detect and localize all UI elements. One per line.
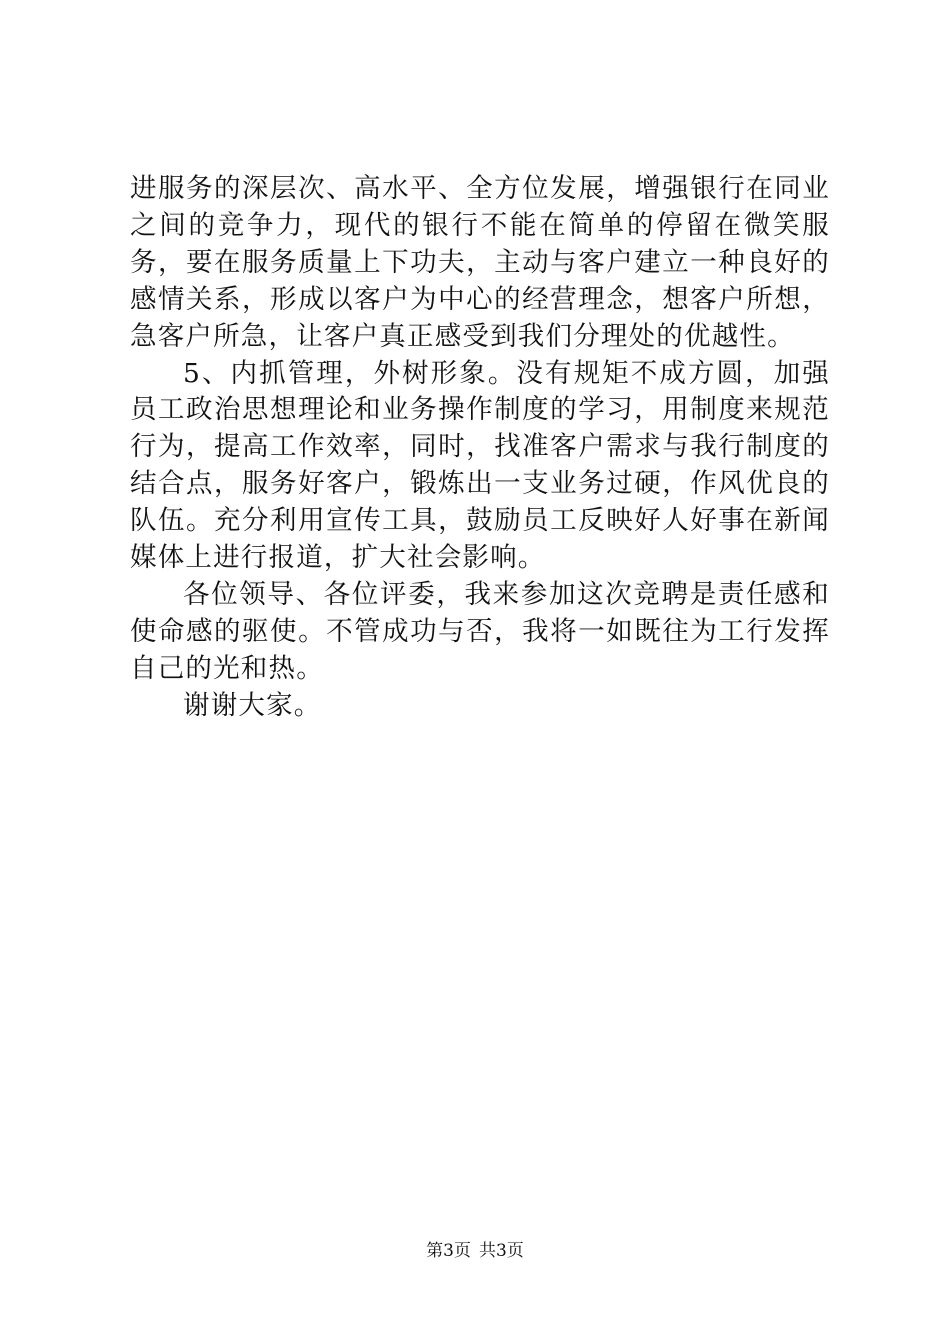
paragraph-closing-statement: 各位领导、各位评委，我来参加这次竞聘是责任感和使命感的驱使。不管成功与否，我将一如既往为工行发挥自己的光和热。: [130, 578, 830, 684]
document-body: [130, 171, 830, 725]
page-number: 第3页: [426, 1241, 471, 1261]
page-total: 共3页: [479, 1241, 524, 1261]
paragraph-thanks: 谢谢大家。: [183, 689, 322, 721]
paragraph-management: 5、内抓管理，外树形象。没有规矩不成方圆，加强员工政治思想理论和业务操作制度的学习，用制度来规范行为，提高工作效率，同时，找准客户需求与我行制度的结合点，服务好客户，锻炼出一支业务过硬，作风优良的队伍。充分利用宣传工具，鼓励员工反映好人好事在新闻媒体上进行报道，扩大社会影响。: [130, 357, 830, 574]
page-footer: [0, 1240, 950, 1262]
paragraph-continuation: 进服务的深层次、高水平、全方位发展，增强银行在同业之间的竞争力，现代的银行不能在简单的停留在微笑服务，要在服务质量上下功夫，主动与客户建立一种良好的感情关系，形成以客户为中心的经营理念，想客户所想，急客户所急，让客户真正感受到我们分理处的优越性。: [130, 173, 830, 352]
